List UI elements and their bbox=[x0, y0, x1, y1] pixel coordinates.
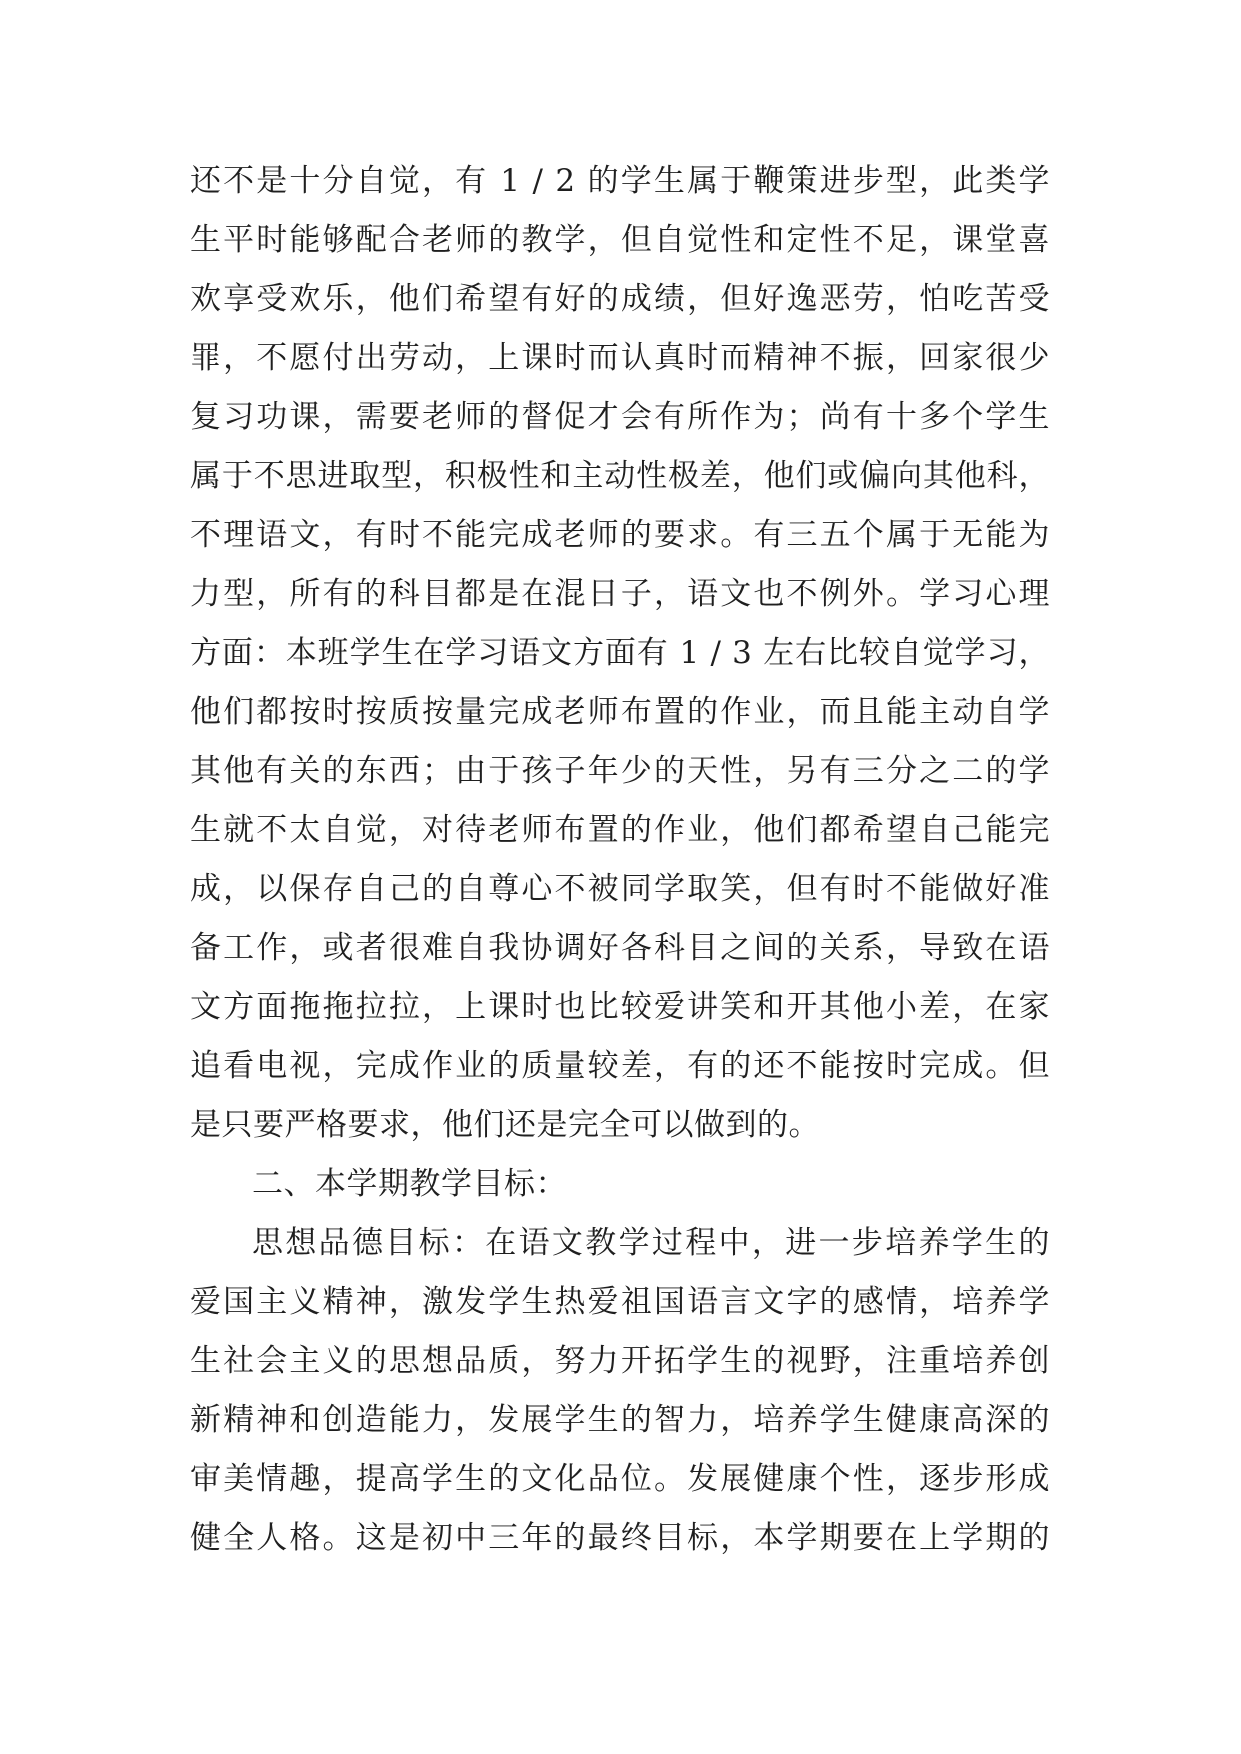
text-line: 健全人格。这是初中三年的最终目标，本学期要在上学期的 bbox=[190, 1520, 1050, 1556]
text-line: 其他有关的东西；由于孩子年少的天性，另有三分之二的学 bbox=[190, 753, 1050, 789]
text-line: 方面：本班学生在学习语文方面有 1 / 3 左右比较自觉学习， bbox=[190, 635, 1050, 671]
text-line: 复习功课，需要老师的督促才会有所作为；尚有十多个学生 bbox=[190, 399, 1050, 435]
text-line: 审美情趣，提高学生的文化品位。发展健康个性，逐步形成 bbox=[190, 1461, 1050, 1497]
text-line: 属于不思进取型，积极性和主动性极差，他们或偏向其他科， bbox=[190, 458, 1050, 494]
paragraph-student-analysis bbox=[190, 152, 1050, 1155]
text-line: 欢享受欢乐，他们希望有好的成绩，但好逸恶劳，怕吃苦受 bbox=[190, 281, 1050, 317]
document-body bbox=[190, 152, 1050, 1568]
section-heading: 二、本学期教学目标： bbox=[252, 1166, 567, 1202]
text-line: 他们都按时按质按量完成老师布置的作业，而且能主动自学 bbox=[190, 694, 1050, 730]
text-line: 追看电视，完成作业的质量较差，有的还不能按时完成。但 bbox=[190, 1048, 1050, 1084]
text-line: 是只要严格要求，他们还是完全可以做到的。 bbox=[190, 1107, 820, 1143]
text-line: 文方面拖拖拉拉，上课时也比较爱讲笑和开其他小差，在家 bbox=[190, 989, 1050, 1025]
text-line: 罪，不愿付出劳动，上课时而认真时而精神不振，回家很少 bbox=[190, 340, 1050, 376]
text-line: 还不是十分自觉，有 1 / 2 的学生属于鞭策进步型，此类学 bbox=[190, 163, 1050, 199]
text-line: 备工作，或者很难自我协调好各科目之间的关系，导致在语 bbox=[190, 930, 1050, 966]
text-line: 力型，所有的科目都是在混日子，语文也不例外。学习心理 bbox=[190, 576, 1050, 612]
text-line: 生就不太自觉，对待老师布置的作业，他们都希望自己能完 bbox=[190, 812, 1050, 848]
text-line: 成，以保存自己的自尊心不被同学取笑，但有时不能做好准 bbox=[190, 871, 1050, 907]
text-line: 新精神和创造能力，发展学生的智力，培养学生健康高深的 bbox=[190, 1402, 1050, 1438]
text-line: 生社会主义的思想品质，努力开拓学生的视野，注重培养创 bbox=[190, 1343, 1050, 1379]
text-line: 生平时能够配合老师的教学，但自觉性和定性不足，课堂喜 bbox=[190, 222, 1050, 258]
text-line: 爱国主义精神，激发学生热爱祖国语言文字的感情，培养学 bbox=[190, 1284, 1050, 1320]
text-line: 不理语文，有时不能完成老师的要求。有三五个属于无能为 bbox=[190, 517, 1050, 553]
paragraph-moral-goals bbox=[190, 1214, 1050, 1568]
text-line: 思想品德目标：在语文教学过程中，进一步培养学生的 bbox=[252, 1225, 1050, 1261]
